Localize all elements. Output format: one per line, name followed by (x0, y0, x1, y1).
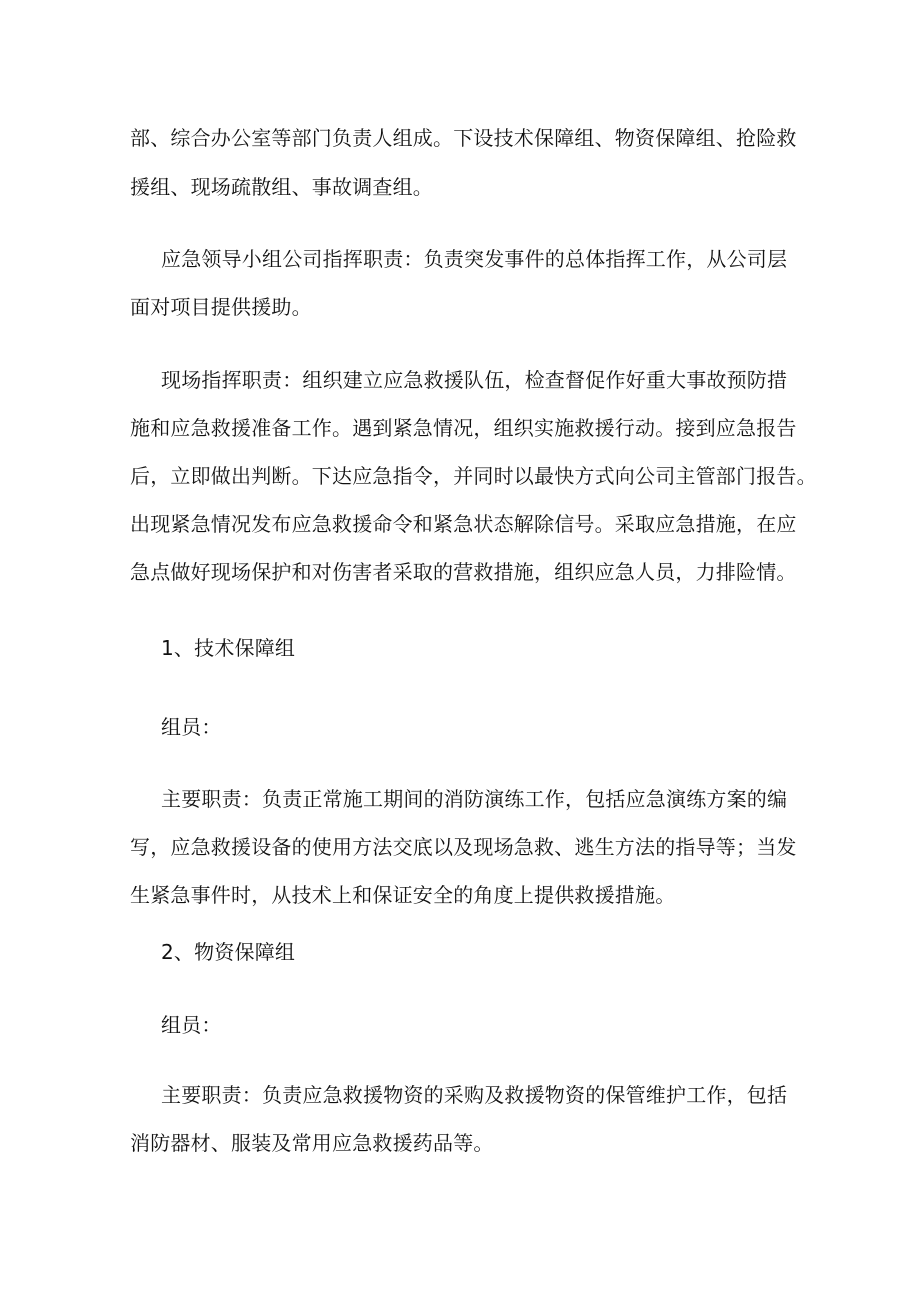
paragraph-line: 应急领导小组公司指挥职责：负责突发事件的总体指挥工作，从公司层 (161, 247, 788, 271)
members-label: 组员： (161, 715, 222, 739)
paragraph-line: 消防器材、服装及常用应急救援药品等。 (130, 1131, 494, 1155)
section-heading: 1、技术保障组 (161, 636, 296, 660)
members-label: 组员： (161, 1013, 222, 1037)
paragraph-line: 部、综合办公室等部门负责人组成。下设技术保障组、物资保障组、抢险救 (130, 126, 797, 150)
paragraph-line: 面对项目提供援助。 (130, 295, 312, 319)
paragraph-line: 援组、现场疏散组、事故调查组。 (130, 175, 433, 199)
paragraph-line: 施和应急救援准备工作。遇到紧急情况，组织实施救援行动。接到应急报告 (130, 416, 797, 440)
paragraph-line: 出现紧急情况发布应急救援命令和紧急状态解除信号。采取应急措施，在应 (130, 512, 797, 536)
paragraph-line: 急点做好现场保护和对伤害者采取的营救措施，组织应急人员，力排险情。 (130, 560, 797, 584)
paragraph-line: 现场指挥职责：组织建立应急救援队伍，检查督促作好重大事故预防措 (161, 368, 788, 392)
paragraph-line: 后，立即做出判断。下达应急指令，并同时以最快方式向公司主管部门报告。 (130, 464, 817, 488)
paragraph-line: 写，应急救援设备的使用方法交底以及现场急救、逃生方法的指导等；当发 (130, 835, 797, 859)
section-heading: 2、物资保障组 (161, 940, 296, 964)
paragraph-line: 主要职责：负责正常施工期间的消防演练工作，包括应急演练方案的编 (161, 787, 788, 811)
paragraph-line: 主要职责：负责应急救援物资的采购及救援物资的保管维护工作，包括 (161, 1083, 788, 1107)
paragraph-line: 生紧急事件时，从技术上和保证安全的角度上提供救援措施。 (130, 883, 676, 907)
